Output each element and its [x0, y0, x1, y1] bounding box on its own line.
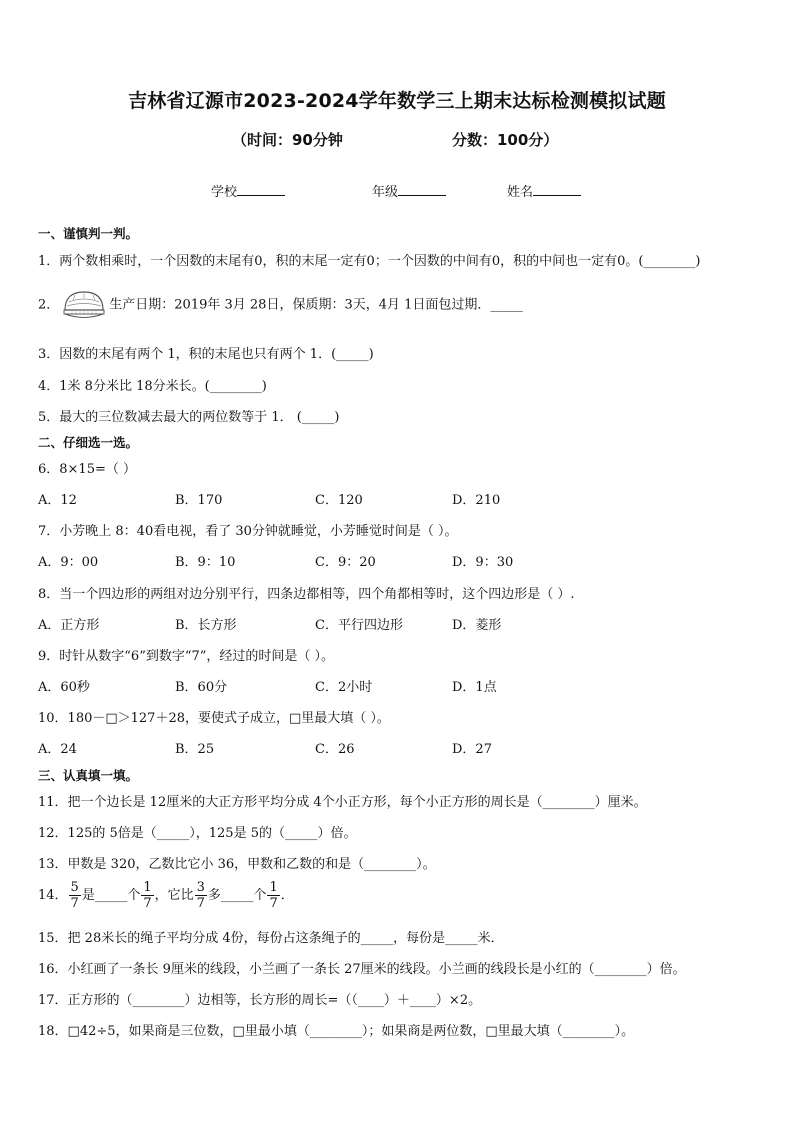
question-13: 13．甲数是 320，乙数比它小 36，甲数和乙数的和是（________）。: [38, 857, 436, 872]
section-2-heading: 二、仔细选一选。: [38, 435, 139, 450]
question-15: 15．把 28米长的绳子平均分成 4份，每份占这条绳子的_____，每份是_____米．: [38, 931, 504, 946]
q9-option-b: B．60分: [175, 680, 228, 695]
exam-time: （时间：90分钟: [232, 131, 343, 149]
q7-option-d: D．9：30: [452, 555, 514, 570]
question-2: [38, 288, 523, 322]
question-16: 16．小红画了一条长 9厘米的线段，小兰画了一条长 27厘米的线段。小兰画的线段长是小红的（________）倍。: [38, 962, 686, 977]
q8-option-c: C．平行四边形: [315, 618, 403, 633]
name-blank[interactable]: [533, 182, 581, 196]
question-9: 9．时针从数字“6”到数字“7”，经过的时间是（ ）。: [38, 649, 335, 664]
q9-option-c: C．2小时: [315, 680, 373, 695]
page-title: 吉林省辽源市2023-2024学年数学三上期末达标检测模拟试题: [128, 90, 666, 112]
q10-option-a: A．24: [38, 742, 77, 757]
fraction-1-7-b: [267, 880, 279, 911]
name-label: 姓名: [507, 185, 534, 200]
q7-option-a: A．9：00: [38, 555, 99, 570]
question-11: 11．把一个边长是 12厘米的大正方形平均分成 4个小正方形，每个小正方形的周长是（________）厘米。: [38, 795, 647, 810]
question-8: 8．当一个四边形的两组对边分别平行，四条边都相等，四个角都相等时，这个四边形是（ ）.: [38, 587, 575, 602]
fraction-denominator: 7: [196, 896, 205, 911]
question-14-text-4: ．: [280, 888, 294, 903]
q10-option-b: B．25: [175, 742, 215, 757]
fraction-numerator: 1: [143, 880, 152, 895]
q10-option-d: D．27: [452, 742, 492, 757]
q6-option-d: D．210: [452, 493, 501, 508]
exam-score: 分数：100分）: [452, 131, 559, 149]
school-blank[interactable]: [237, 182, 285, 196]
question-18: 18．□42÷5，如果商是三位数，□里最小填（________）；如果商是两位数，□里最大填（________）。: [38, 1024, 635, 1039]
question-6: 6．8×15=（ ）: [38, 462, 137, 477]
fraction-denominator: 7: [269, 896, 278, 911]
school-field: [211, 181, 285, 200]
section-1-heading: 一、谨慎判一判。: [38, 226, 139, 241]
question-17: 17．正方形的（________）边相等，长方形的周长=（（____）＋____）×2。: [38, 993, 482, 1008]
question-5: 5．最大的三位数减去最大的两位数等于 1． (_____): [38, 410, 340, 425]
q6-option-c: C．120: [315, 493, 363, 508]
grade-field: [372, 181, 446, 200]
question-10: 10．180－□＞127＋28，要使式子成立，□里最大填（ ）。: [38, 711, 390, 726]
question-14-text-2: ，它比: [154, 888, 194, 903]
fraction-5-7: [69, 880, 81, 911]
q6-option-b: B．170: [175, 493, 223, 508]
q7-option-b: B．9：10: [175, 555, 236, 570]
question-2-text: 生产日期：2019年 3月 28日，保质期：3天，4月 1日面包过期．_____: [109, 297, 523, 313]
q7-option-c: C．9：20: [315, 555, 376, 570]
q9-option-a: A．60秒: [38, 680, 90, 695]
question-4: 4．1米 8分米比 18分米长。(________): [38, 379, 267, 394]
fraction-denominator: 7: [70, 896, 79, 911]
q8-option-a: A．正方形: [38, 618, 100, 633]
q8-option-b: B．长方形: [175, 618, 237, 633]
q6-option-a: A．12: [38, 493, 77, 508]
fraction-denominator: 7: [143, 896, 152, 911]
section-3-heading: 三、认真填一填。: [38, 768, 139, 783]
fraction-1-7: [141, 880, 153, 911]
fraction-numerator: 5: [70, 880, 79, 895]
question-14-number: 14．: [38, 888, 68, 903]
grade-label: 年级: [372, 185, 399, 200]
question-12: 12．125的 5倍是（_____），125是 5的（_____）倍。: [38, 826, 357, 841]
question-2-number: 2．: [38, 297, 60, 313]
fraction-numerator: 3: [196, 880, 205, 895]
question-1: 1．两个数相乘时，一个因数的末尾有0，积的末尾一定有0；一个因数的中间有0，积的中间也一定有0。(________): [38, 254, 701, 269]
bread-image: [61, 288, 107, 322]
fraction-numerator: 1: [269, 880, 278, 895]
q10-option-c: C．26: [315, 742, 355, 757]
question-7: 7．小芳晚上 8：40看电视，看了 30分钟就睡觉，小芳睡觉时间是（ ）。: [38, 524, 458, 539]
school-label: 学校: [211, 185, 238, 200]
question-14: [38, 880, 294, 911]
grade-blank[interactable]: [398, 182, 446, 196]
fraction-3-7: [195, 880, 207, 911]
q9-option-d: D．1点: [452, 680, 497, 695]
question-14-text-3: 多_____个: [207, 888, 267, 903]
question-14-text-1: 是_____个: [81, 888, 141, 903]
q8-option-d: D．菱形: [452, 618, 502, 633]
name-field: [507, 181, 581, 200]
question-3: 3．因数的末尾有两个 1，积的末尾也只有两个 1．(_____): [38, 347, 374, 362]
